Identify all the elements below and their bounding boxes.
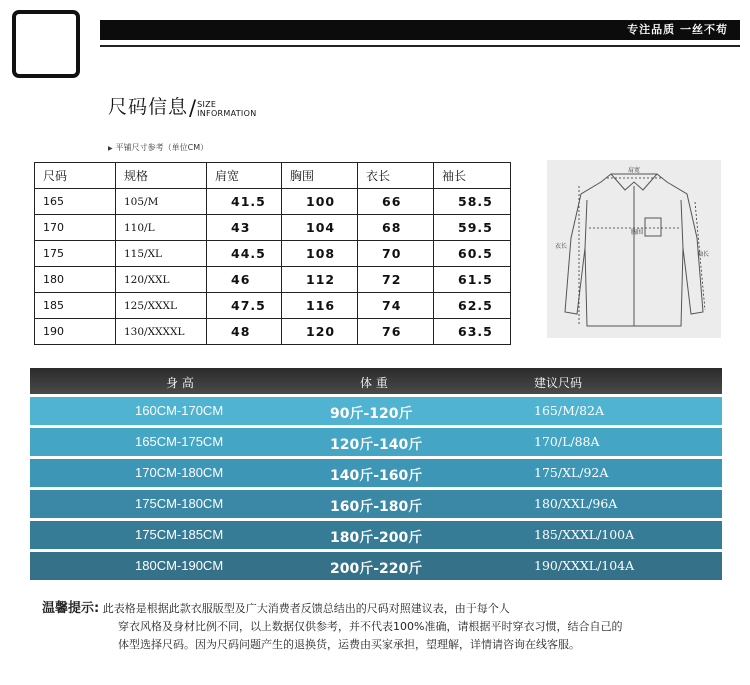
weight-cell: 180斤-200斤: [330, 530, 423, 546]
tips-label: 温馨提示:: [42, 601, 100, 616]
table-row: [30, 552, 722, 580]
sleeve-cell: 62.5: [434, 293, 511, 319]
length-cell: 68: [358, 215, 434, 241]
shoulder-label: 肩宽: [628, 167, 641, 174]
length-cell: 74: [358, 293, 434, 319]
recommended-size-cell: 165/M/82A: [534, 403, 605, 418]
table-row: [35, 189, 511, 215]
table-row: [35, 267, 511, 293]
weight-cell: 160斤-180斤: [330, 499, 423, 515]
table-row: [30, 521, 722, 549]
section-title-en-2: INFORMATION: [197, 109, 257, 118]
size-cell: 180: [35, 267, 116, 293]
size-cell: 170: [35, 215, 116, 241]
spec-cell: 125/XXXL: [116, 293, 207, 319]
spec-cell: 120/XXL: [116, 267, 207, 293]
weight-cell: 90斤-120斤: [330, 406, 413, 422]
shoulder-cell: 48: [207, 319, 282, 345]
height-weight-table: [30, 368, 722, 580]
chest-cell: 104: [282, 215, 358, 241]
table-row: [35, 319, 511, 345]
size-header-cell: 袖长: [434, 163, 511, 189]
section-title: [108, 92, 256, 119]
spec-cell: 110/L: [116, 215, 207, 241]
size-cell: 185: [35, 293, 116, 319]
length-cell: 72: [358, 267, 434, 293]
table-row: [30, 397, 722, 425]
section-title-en-1: SIZE: [197, 100, 217, 109]
top-banner-bar: [100, 20, 740, 40]
section-title-en: [197, 100, 256, 118]
shoulder-cell: 43: [207, 215, 282, 241]
slogan-text: 专注品质 一丝不苟: [627, 23, 728, 36]
size-cell: 175: [35, 241, 116, 267]
tips-text-1: 此表格是根据此款衣服版型及广大消费者反馈总结出的尺码对照建议表，由于每个人: [102, 602, 510, 615]
chest-cell: 120: [282, 319, 358, 345]
table-row: [30, 490, 722, 518]
sleeve-cell: 63.5: [434, 319, 511, 345]
size-header-cell: 肩宽: [207, 163, 282, 189]
table-row: [35, 241, 511, 267]
size-header-cell: 尺码: [35, 163, 116, 189]
table-row: [30, 459, 722, 487]
weight-cell: 200斤-220斤: [330, 561, 423, 577]
section-title-slash: /: [189, 96, 197, 120]
right-sleeve-seam: [681, 200, 683, 248]
shirt-measurement-diagram: [547, 160, 721, 338]
logo-frame: [12, 10, 80, 78]
table-row: [30, 428, 722, 456]
shirt-illustration: [547, 160, 721, 338]
sleeve-cell: 59.5: [434, 215, 511, 241]
length-cell: 76: [358, 319, 434, 345]
spec-cell: 105/M: [116, 189, 207, 215]
table-row: [35, 293, 511, 319]
size-cell: 165: [35, 189, 116, 215]
height-cell: 175CM-185CM: [135, 527, 224, 542]
left-sleeve-seam: [585, 200, 587, 248]
sleeve-cell: 60.5: [434, 241, 511, 267]
height-cell: 165CM-175CM: [135, 434, 224, 449]
chest-cell: 112: [282, 267, 358, 293]
shoulder-cell: 47.5: [207, 293, 282, 319]
tips-text-3: 体型选择尺码。因为尺码问题产生的退换货，运费由买家承担，望理解，详情请咨询在线客服。: [118, 638, 580, 651]
recommended-size-cell: 180/XXL/96A: [534, 496, 618, 511]
chest-label: 胸围: [631, 229, 644, 236]
length-cell: 70: [358, 241, 434, 267]
weight-table-header: [30, 368, 722, 394]
shoulder-cell: 44.5: [207, 241, 282, 267]
height-cell: 170CM-180CM: [135, 465, 224, 480]
shoulder-cell: 41.5: [207, 189, 282, 215]
sleeve-label: 袖长: [697, 251, 710, 258]
pocket-outline: [645, 218, 661, 236]
length-cell: 66: [358, 189, 434, 215]
recommended-size-cell: 185/XXXL/100A: [534, 527, 635, 542]
weight-cell: 120斤-140斤: [330, 437, 423, 453]
length-label: 衣长: [555, 243, 568, 250]
tips-text-2: 穿衣风格及身材比例不同，以上数据仅供参考，并不代表100%准确，请根据平时穿衣习惯，结合自己的: [118, 620, 623, 633]
section-title-cn: 尺码信息: [108, 96, 189, 118]
height-cell: 175CM-180CM: [135, 496, 224, 511]
triangle-bullet-icon: ▶: [108, 145, 113, 152]
spec-cell: 130/XXXXL: [116, 319, 207, 345]
spec-cell: 115/XL: [116, 241, 207, 267]
measurement-note-text: 平铺尺寸参考（单位CM）: [115, 143, 209, 152]
size-table: [34, 162, 511, 345]
chest-cell: 100: [282, 189, 358, 215]
table-row: [35, 215, 511, 241]
sleeve-cell: 58.5: [434, 189, 511, 215]
chest-cell: 108: [282, 241, 358, 267]
recommended-size-cell: 190/XXXL/104A: [534, 558, 635, 573]
header-weight: 体 重: [360, 376, 388, 390]
chest-cell: 116: [282, 293, 358, 319]
tips-line-1: [42, 600, 622, 618]
recommended-size-cell: 175/XL/92A: [534, 465, 609, 480]
header-size: 建议尺码: [534, 376, 583, 390]
header-height: 身 高: [166, 376, 194, 390]
weight-cell: 140斤-160斤: [330, 468, 423, 484]
divider-line: [100, 45, 740, 47]
shoulder-cell: 46: [207, 267, 282, 293]
sleeve-cell: 61.5: [434, 267, 511, 293]
size-table-header-row: [35, 163, 511, 189]
size-header-cell: 胸围: [282, 163, 358, 189]
height-cell: 180CM-190CM: [135, 558, 224, 573]
size-header-cell: 规格: [116, 163, 207, 189]
height-cell: 160CM-170CM: [135, 403, 224, 418]
recommended-size-cell: 170/L/88A: [534, 434, 600, 449]
size-header-cell: 衣长: [358, 163, 434, 189]
measurement-note: [108, 142, 208, 153]
size-cell: 190: [35, 319, 116, 345]
tips-block: [42, 600, 622, 654]
